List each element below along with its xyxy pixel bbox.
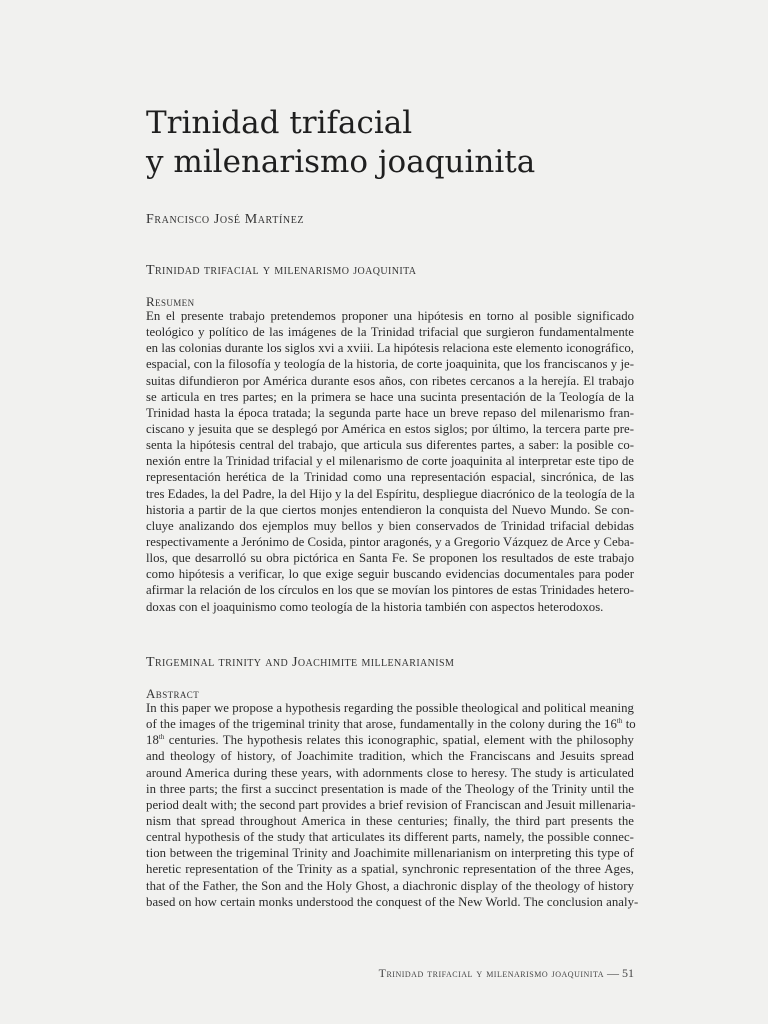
text-line: doxas con el joaquinismo como teología de la historia también con aspectos heterodoxos. <box>146 599 604 614</box>
resumen-body <box>146 308 634 615</box>
title-line-2: y milenarismo joaquinita <box>146 144 536 180</box>
text-line: Trinidad hasta la época tratada; la segunda parte hace un breve repaso del milenarismo fran- <box>146 405 634 420</box>
text-line: in three parts; the first a succinct presentation is made of the Theology of the Trinity until the <box>146 781 634 796</box>
text-line: se articula en tres partes; en la primera se hace una sucinta presentación de la Teología de la <box>146 389 634 404</box>
abstract-line <box>146 716 634 732</box>
text-line: heretic representation of the Trinity as a spatial, synchronic representation of the three Ages, <box>146 862 634 877</box>
resumen-label: Resumen <box>146 294 195 309</box>
text-line: and theology of history, of Joachimite tradition, which the Franciscans and Jesuits spread <box>146 749 634 764</box>
abstract-line <box>146 732 634 748</box>
english-heading: Trigeminal trinity and Joachimite millenarianism <box>146 655 455 670</box>
abstract-line-text: 18 <box>146 733 159 748</box>
title-line-1: Trinidad trifacial <box>146 105 413 141</box>
text-line: tion between the trigeminal Trinity and Joachimite millenarianism on interpreting this type of <box>146 846 634 861</box>
text-line: En el presente trabajo pretendemos proponer una hipótesis en torno al posible significado <box>146 309 634 323</box>
page-number: 51 <box>622 966 634 980</box>
running-head: Trinidad trifacial y milenarismo joaquinita <box>378 966 604 980</box>
text-line: nexión entre la Trinidad trifacial y el milenarismo de corte joaquinita al interpretar este tipo de <box>146 454 634 469</box>
text-line: cluye analizando dos ejemplos muy bellos y bien conservados de Trinidad trifacial debidas <box>146 518 634 533</box>
text-line: based on how certain monks understood the conquest of the New World. The conclusion analy- <box>146 894 639 909</box>
author-name: Francisco José Martínez <box>146 212 305 227</box>
text-line: representación herética de la Trinidad como una representación espacial, sincrónica, de las <box>146 470 634 485</box>
text-line: tres Edades, la del Padre, la del Hijo y la del Espíritu, despliegue diacrónico de la teología de la <box>146 486 635 501</box>
page-footer <box>379 966 634 981</box>
text-line: central hypothesis of the study that articulates its different parts, namely, the possible connec- <box>146 830 634 845</box>
spanish-heading: Trinidad trifacial y milenarismo joaquinita <box>146 263 417 278</box>
footer-separator: — <box>607 966 619 980</box>
text-line: teológico y político de las imágenes de la Trinidad trifacial que surgieron fundamentalmente <box>146 325 634 340</box>
text-line: ciscano y jesuita que se desplegó por América en estos siglos; por último, la tercera parte pre- <box>146 421 634 436</box>
abstract-line-text: centuries. The hypothesis relates this iconographic, spatial, element with the philosophy <box>164 733 634 748</box>
ordinal-suffix: th <box>158 733 165 742</box>
text-line: como hipótesis a verificar, lo que exige seguir buscando evidencias documentales para poder <box>146 567 634 582</box>
text-line: nism that spread throughout America in these centuries; finally, the third part presents the <box>146 813 634 828</box>
text-line: period dealt with; the second part provides a brief revision of Franciscan and Jesuit millenaria- <box>146 797 636 812</box>
text-line: senta la hipótesis central del trabajo, que articula sus diferentes partes, a saber: la posible co- <box>146 438 634 453</box>
ordinal-suffix: th <box>616 717 623 726</box>
abstract-label: Abstract <box>146 686 200 701</box>
abstract-line: In this paper we propose a hypothesis regarding the possible theological and political meaning <box>146 701 634 715</box>
text-line: respectivamente a Jerónimo de Cosida, pintor aragonés, y a Gregorio Vázquez de Arce y Ceba- <box>146 534 634 549</box>
text-line: llos, que desarrolló su obra pictórica en Santa Fe. Se proponen los resultados de este trabajo <box>146 551 634 566</box>
text-line: suitas difundieron por América durante esos años, con ribetes cercanos a la herejía. El trabajo <box>146 373 634 388</box>
article-title <box>146 104 535 182</box>
abstract-rest <box>146 748 639 909</box>
abstract-line-text: of the images of the trigeminal trinity that arose, fundamentally in the colony during the 16 <box>146 717 617 732</box>
text-line: historia a partir de la que ciertos monjes entendieron la conquista del Nuevo Mundo. Se con- <box>146 502 634 517</box>
abstract-line-text: to <box>622 717 636 732</box>
text-line: afirmar la relación de los círculos en los que se movían los pintores de estas Trinidades hetero- <box>146 583 634 598</box>
text-line: around America during these years, with adornments close to heresy. The study is articulated <box>146 765 634 780</box>
text-line: en las colonias durante los siglos xvi a xviii. La hipótesis relaciona este elemento iconográfico, <box>146 341 634 356</box>
text-line: espacial, con la filosofía y teología de la historia, de corte joaquinita, que los franciscanos y je- <box>146 357 634 372</box>
text-line: that of the Father, the Son and the Holy Ghost, a diachronic display of the theology of history <box>146 878 634 893</box>
abstract-body <box>146 700 639 910</box>
